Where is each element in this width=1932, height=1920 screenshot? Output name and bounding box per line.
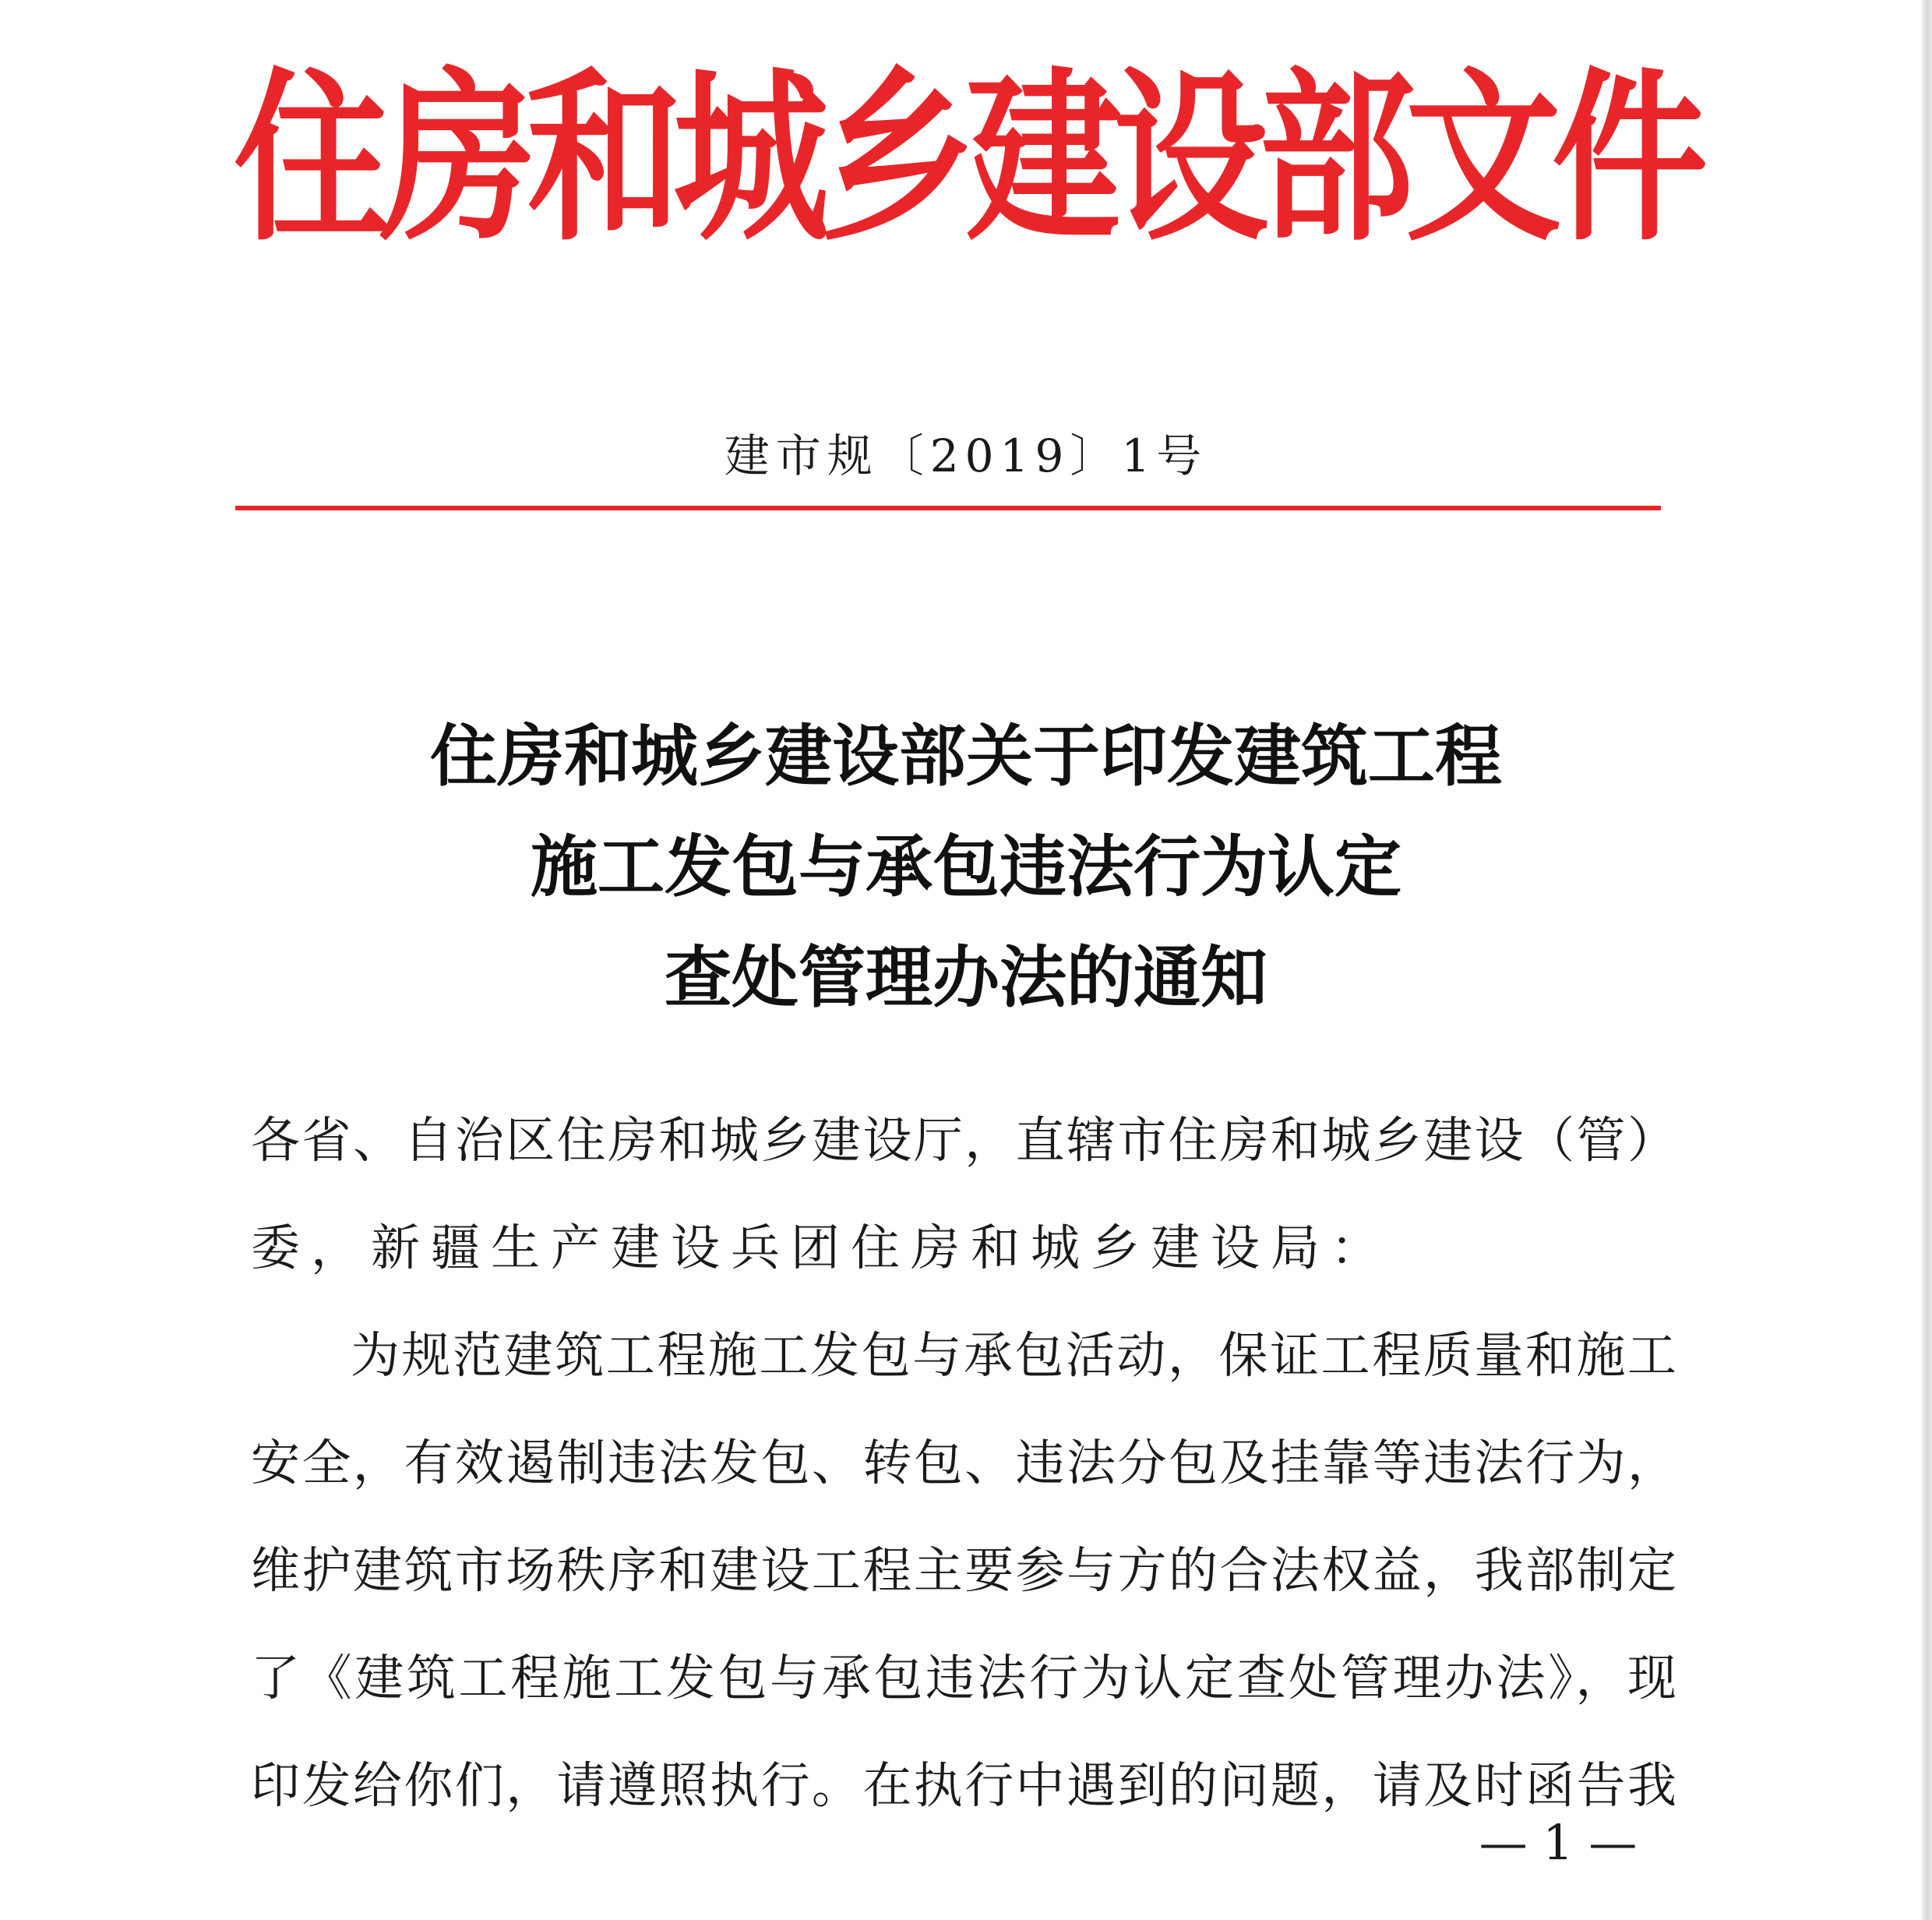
title-line-3: 查处管理办法的通知 (665, 939, 1267, 1017)
body-line: 维护建筑市场秩序和建设工程主要参与方的合法权益，我部制定 (251, 1542, 1676, 1599)
body-line: 为规范建筑工程施工发包与承包活动，保证工程质量和施工 (351, 1327, 1676, 1384)
masthead-char: 房 (380, 51, 537, 266)
masthead-char: 设 (1112, 51, 1269, 266)
masthead-char: 建 (966, 51, 1123, 266)
body-line: 安全，有效遏制违法发包、转包、违法分包及挂靠等违法行为， (251, 1435, 1676, 1491)
page-number: — 1 — (1479, 1814, 1638, 1871)
masthead-char: 件 (1552, 51, 1708, 266)
masthead-char: 城 (673, 51, 830, 266)
masthead-char: 和 (527, 51, 683, 266)
masthead-char: 部 (1259, 51, 1416, 266)
body-text (251, 1087, 1676, 1840)
masthead-char: 文 (1405, 51, 1562, 266)
document-number: 建市规〔2019〕1号 (724, 429, 1208, 482)
masthead (234, 47, 1708, 273)
body-line: 印发给你们，请遵照执行。在执行中遇到的问题，请及时函告我 (251, 1757, 1676, 1814)
body-line: 委，新疆生产建设兵团住房和城乡建设局： (251, 1219, 1391, 1276)
masthead-char: 乡 (820, 51, 976, 266)
red-separator-rule (235, 506, 1661, 510)
body-line: 各省、自治区住房和城乡建设厅，直辖市住房和城乡建设（管） (251, 1112, 1676, 1169)
body-line: 了《建筑工程施工发包与承包违法行为认定查处管理办法》，现 (251, 1650, 1676, 1706)
title-line-1: 住房和城乡建设部关于印发建筑工程 (430, 718, 1502, 796)
document-title (0, 701, 1932, 1033)
title-line-2: 施工发包与承包违法行为认定 (531, 828, 1401, 906)
masthead-char: 住 (234, 51, 390, 266)
